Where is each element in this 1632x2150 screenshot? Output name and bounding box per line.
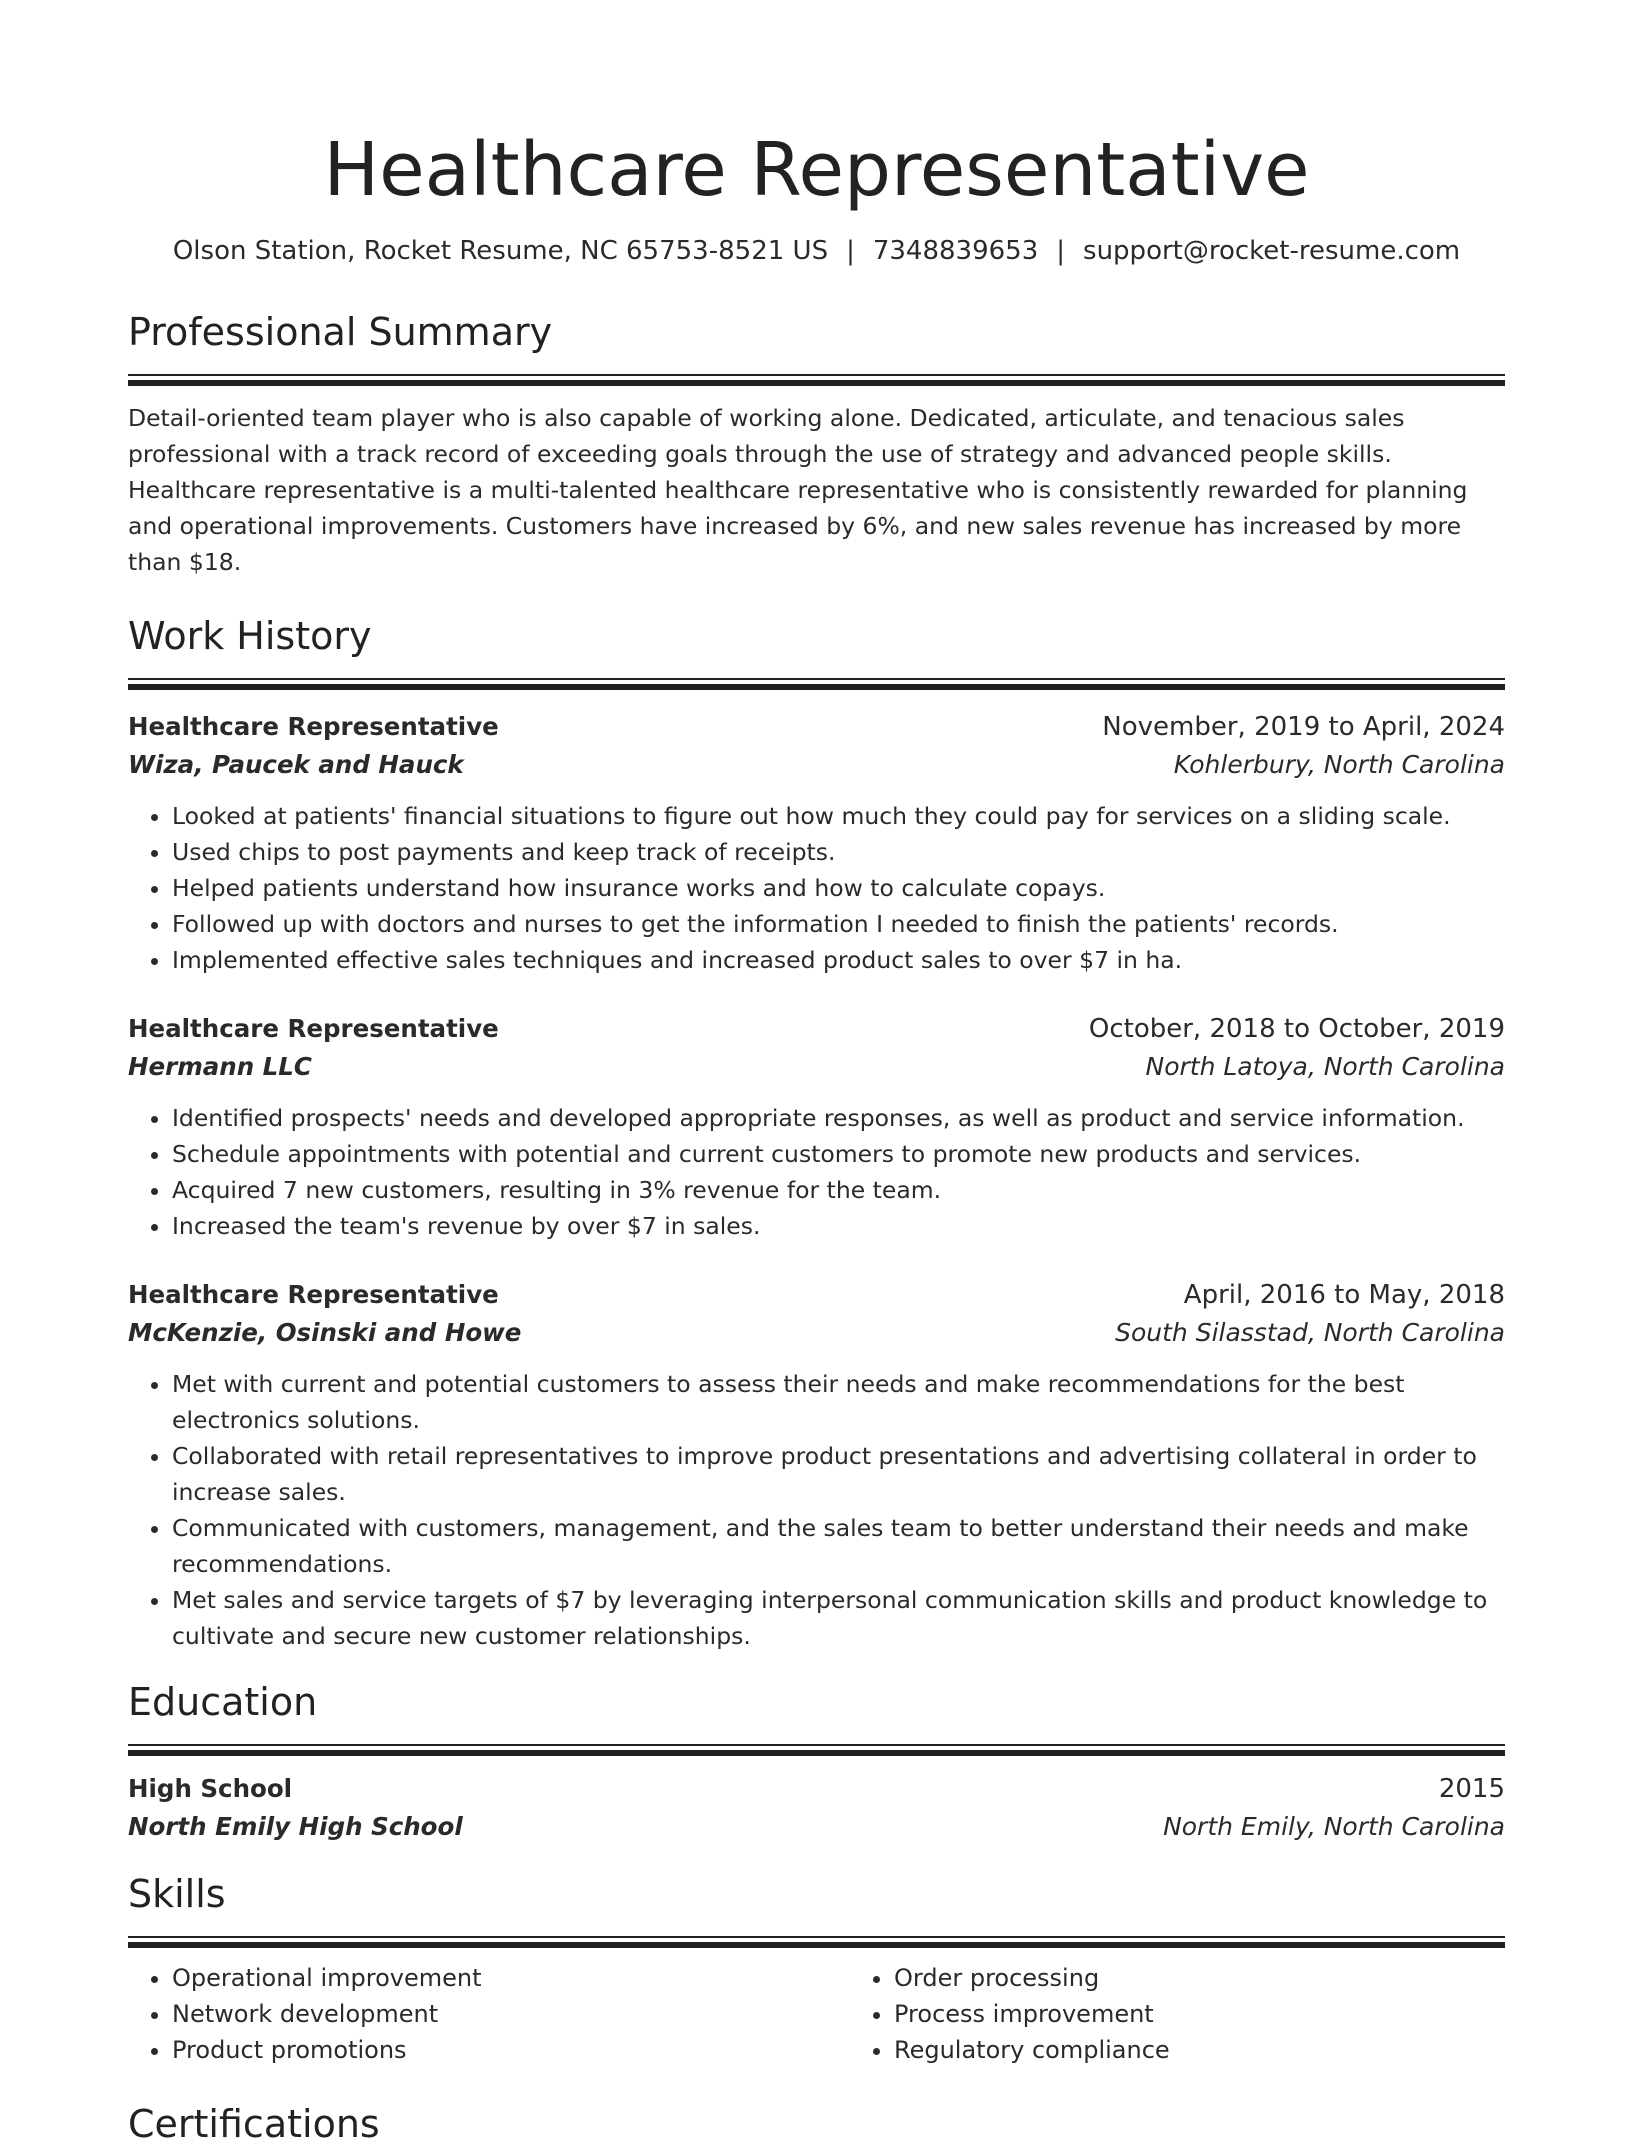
list-item: • Product promotions	[172, 2032, 850, 2068]
section-title: Professional Summary	[128, 310, 553, 354]
job-bullets	[128, 798, 1505, 978]
resume-content	[128, 120, 1505, 2150]
certifications-section	[128, 2098, 1505, 2150]
company-name: McKenzie, Osinski and Howe	[128, 1318, 522, 1347]
list-item: • Acquired 7 new customers, resulting in 3% revenue for the team.	[172, 1172, 1505, 1208]
company-name: Wiza, Paucek and Hauck	[128, 750, 464, 779]
list-item: • Increased the team's revenue by over $7 in sales.	[172, 1208, 1505, 1244]
job-bullets	[128, 1366, 1505, 1654]
section-title: Skills	[128, 1872, 226, 1916]
job-dates: April, 2016 to May, 2018	[1183, 1280, 1505, 1310]
job-location: Kohlerbury, North Carolina	[1173, 750, 1505, 779]
job-title: Healthcare Representative	[128, 712, 499, 741]
section-title: Work History	[128, 614, 372, 658]
skills-list	[128, 1960, 1505, 2068]
list-item: • Implemented effective sales techniques and increased product sales to over $7 in ha.	[172, 942, 1505, 978]
list-item: • Met with current and potential customers to assess their needs and make recommendations for the best electronics solutions.	[172, 1366, 1505, 1438]
summary-section	[128, 306, 1505, 580]
section-divider	[128, 1936, 1505, 1948]
phone: 7348839653	[872, 236, 1039, 266]
list-item: • Regulatory compliance	[894, 2032, 1572, 2068]
list-item: • Followed up with doctors and nurses to get the information I needed to finish the patients' records.	[172, 906, 1505, 942]
list-item: • Communicated with customers, management, and the sales team to better understand their needs and make recommendations.	[172, 1510, 1505, 1582]
separator: |	[1056, 236, 1066, 266]
skills-column-right	[850, 1960, 1572, 2068]
list-item: • Schedule appointments with potential and current customers to promote new products and services.	[172, 1136, 1505, 1172]
job-dates: November, 2019 to April, 2024	[1102, 712, 1505, 742]
work-history-section	[128, 610, 1505, 1654]
job-entry	[128, 708, 1505, 978]
job-dates: October, 2018 to October, 2019	[1088, 1014, 1505, 1044]
candidate-name: Healthcare Representative	[323, 127, 1310, 213]
list-item: • Helped patients understand how insurance works and how to calculate copays.	[172, 870, 1505, 906]
list-item: • Identified prospects' needs and developed appropriate responses, as well as product and service information.	[172, 1100, 1505, 1136]
address: Olson Station, Rocket Resume, NC 65753-8521 US	[172, 236, 829, 266]
job-bullets	[128, 1100, 1505, 1244]
list-item: • Used chips to post payments and keep track of receipts.	[172, 834, 1505, 870]
job-location: North Latoya, North Carolina	[1145, 1052, 1505, 1081]
job-title: Healthcare Representative	[128, 1280, 499, 1309]
list-item: • Operational improvement	[172, 1960, 850, 1996]
school-name: North Emily High School	[128, 1812, 463, 1841]
education-entry	[128, 1770, 1505, 1846]
section-title: Certifications	[128, 2102, 380, 2146]
list-item: • Looked at patients' financial situations to figure out how much they could pay for services on a sliding scale.	[172, 798, 1505, 834]
list-item: • Met sales and service targets of $7 by leveraging interpersonal communication skills and product knowledge to cultivate and secure new customer relationships.	[172, 1582, 1505, 1654]
summary-text: Detail-oriented team player who is also capable of working alone. Dedicated, articulate, and tenacious sales professional with a track record of exceeding goals through the use of strategy and advanced people skills. Healthcare representative is a multi-talented healthcare representative who is consistently rewarded for planning and operational improvements. Customers have increased by 6%, and new sales revenue has increased by more than $18.	[128, 404, 1468, 576]
separator: |	[846, 236, 855, 266]
section-divider	[128, 678, 1505, 690]
list-item: • Process improvement	[894, 1996, 1572, 2032]
contact-line	[128, 232, 1505, 270]
skills-section	[128, 1868, 1505, 2068]
list-item: • Collaborated with retail representatives to improve product presentations and advertising collateral in order to increase sales.	[172, 1438, 1505, 1510]
degree: High School	[128, 1774, 293, 1803]
school-location: North Emily, North Carolina	[1163, 1812, 1505, 1841]
section-divider	[128, 374, 1505, 386]
section-title: Education	[128, 1680, 318, 1724]
education-year: 2015	[1438, 1774, 1505, 1804]
job-entry	[128, 1276, 1505, 1654]
job-entry	[128, 1010, 1505, 1244]
section-divider	[128, 1744, 1505, 1756]
company-name: Hermann LLC	[128, 1052, 312, 1081]
education-section	[128, 1676, 1505, 1846]
list-item: • Network development	[172, 1996, 850, 2032]
skills-column-left	[128, 1960, 850, 2068]
job-location: South Silasstad, North Carolina	[1115, 1318, 1505, 1347]
email: support@rocket-resume.com	[1083, 236, 1461, 266]
job-title: Healthcare Representative	[128, 1014, 499, 1043]
list-item: • Order processing	[894, 1960, 1572, 1996]
